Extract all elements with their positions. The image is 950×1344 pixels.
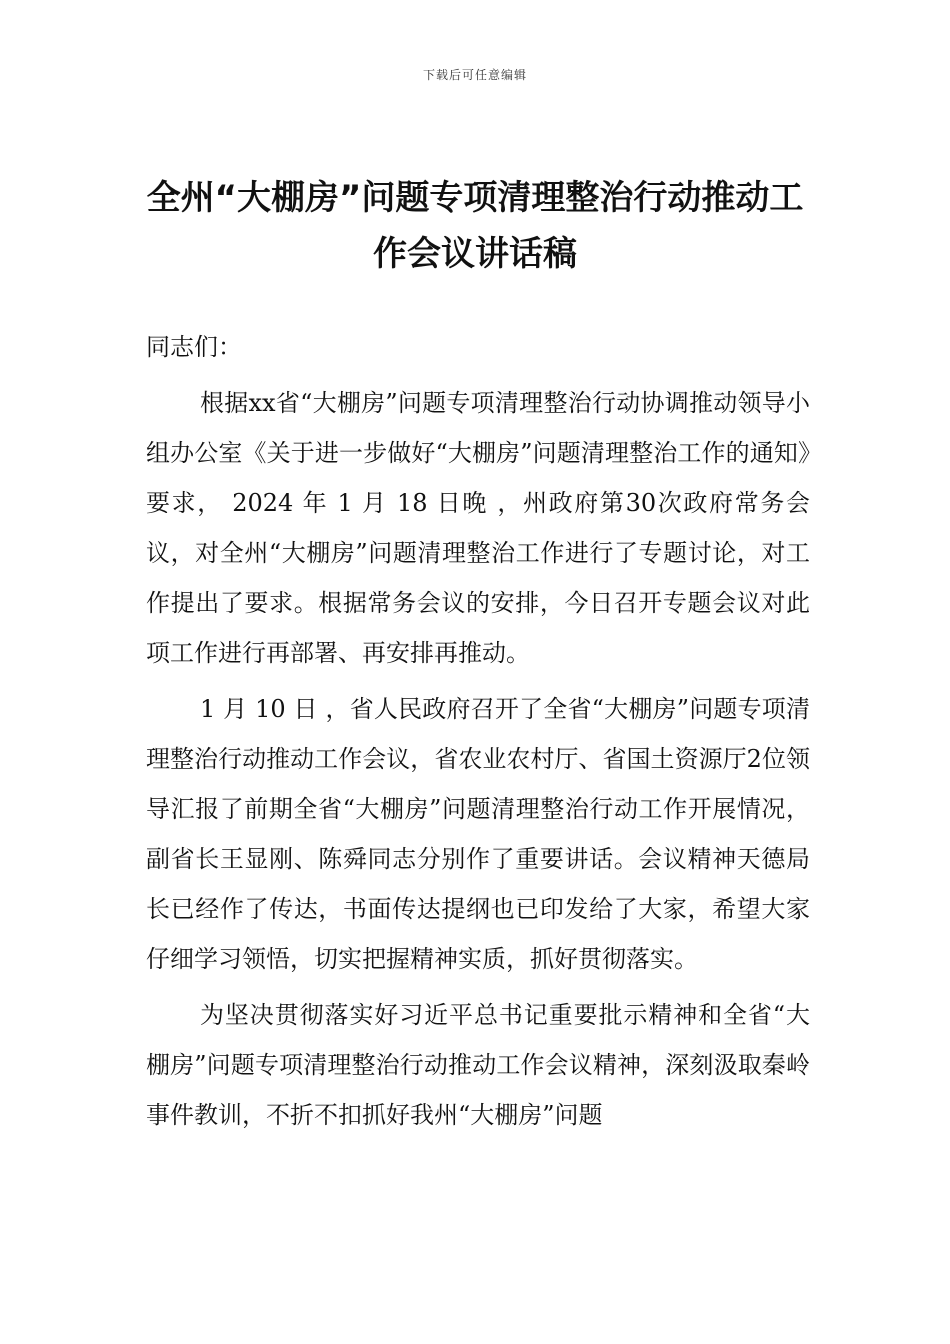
paragraph-3: 为坚决贯彻落实好习近平总书记重要批示精神和全省“大棚房”问题专项清理整治行动推动工作会议精神，深刻汲取秦岭事件教训，不折不扣抓好我州“大棚房”问题 (146, 1001, 810, 1129)
header-note: 下载后可任意编辑 (422, 68, 527, 82)
document-body (146, 322, 810, 1146)
paragraph-2: 1 月 10 日 ，省人民政府召开了全省“大棚房”问题专项清理整治行动推动工作会议，省农业农村厅、省国土资源厅2位领导汇报了前期全省“大棚房”问题清理整治行动工作开展情况，副省长王显刚、陈舜同志分别作了重要讲话。会议精神天德局长已经作了传达，书面传达提纲也已印发给了大家，希望大家仔细学习领悟，切实把握精神实质，抓好贯彻落实。 (146, 695, 810, 973)
paragraph-1: 根据xx省“大棚房”问题专项清理整治行动协调推动领导小组办公室《关于进一步做好“大棚房”问题清理整治工作的通知》要求， 2024 年 1 月 18 日晚 ，州政府第30次政府常务会议，对全州“大棚房”问题清理整治工作进行了专题讨论，对工作提出了要求。根据常务会议的安排，今日召开专题会议对此项工作进行再部署、再安排再推动。 (146, 389, 810, 667)
document-title: 全州“大棚房”问题专项清理整治行动推动工作会议讲话稿 (146, 178, 804, 274)
salutation: 同志们： (146, 333, 242, 361)
